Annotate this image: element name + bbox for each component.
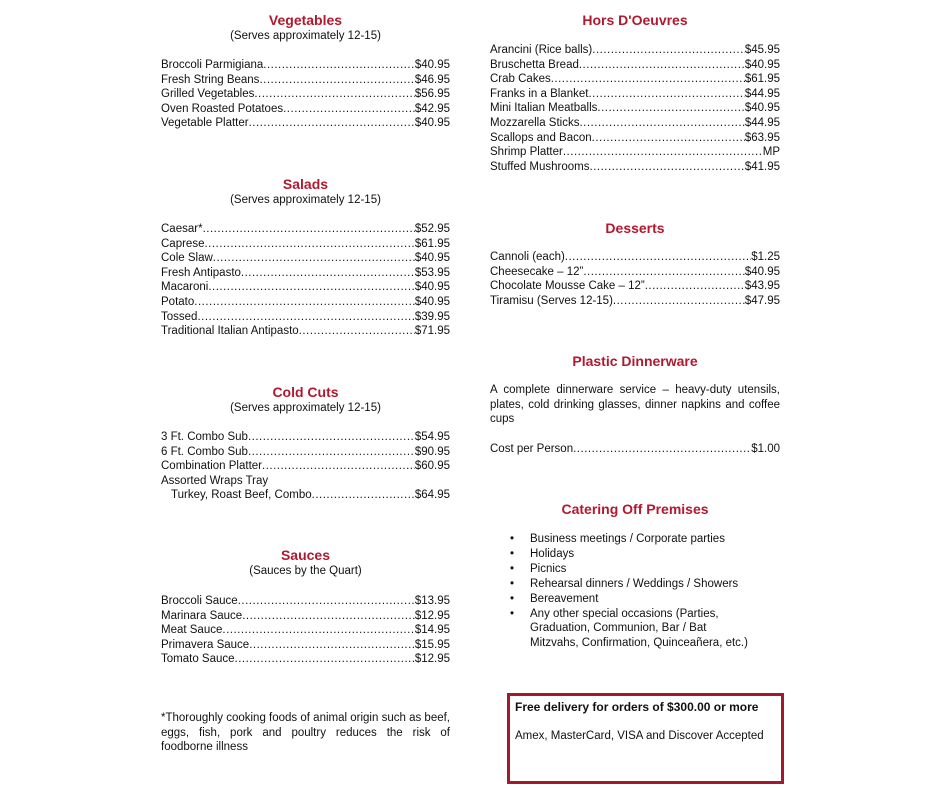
salads-heading: Salads [282, 176, 329, 192]
hors-doeuvres-heading: Hors D'Oeuvres [582, 12, 688, 28]
menu-item: Scallops and Bacon ..... $63.95 [490, 131, 780, 146]
sauces-subtitle: (Sauces by the Quart) [249, 565, 362, 577]
menu-item: Marinara Sauce ..... $12.95 [161, 609, 450, 624]
delivery-box [507, 693, 784, 784]
menu-item: Tomato Sauce ..... $12.95 [161, 652, 450, 667]
cold-cuts-subtitle: (Serves approximately 12-15) [230, 402, 381, 414]
menu-item: Tiramisu (Serves 12-15) ..... $47.95 [490, 294, 780, 309]
catering-list [490, 532, 780, 651]
vegetables-list [161, 58, 450, 131]
menu-item: Arancini (Rice balls) ..... $45.95 [490, 43, 780, 58]
menu-item: Crab Cakes ..... $61.95 [490, 72, 780, 87]
wraps-label: Assorted Wraps Tray [161, 474, 269, 487]
menu-item: Fresh Antipasto ..... $53.95 [161, 266, 450, 281]
menu-item: Mozzarella Sticks ..... $44.95 [490, 116, 780, 131]
menu-item: Shrimp Platter ..... MP [490, 145, 780, 160]
right-column [490, 0, 780, 788]
menu-item: Traditional Italian Antipasto ..... $71.95 [161, 324, 450, 339]
menu-item: Turkey, Roast Beef, Combo ..... $64.95 [161, 488, 450, 503]
cold-cuts-list [161, 430, 450, 503]
desserts-heading: Desserts [605, 220, 665, 236]
list-item: • Picnics [490, 562, 780, 577]
menu-item: Combination Platter ..... $60.95 [161, 459, 450, 474]
menu-item: Fresh String Beans ..... $46.95 [161, 73, 450, 88]
sauces-list [161, 594, 450, 667]
menu-item: Caprese ..... $61.95 [161, 237, 450, 252]
menu-item: Oven Roasted Potatoes ..... $42.95 [161, 102, 450, 117]
vegetables-subtitle: (Serves approximately 12-15) [230, 30, 381, 42]
menu-item: Cannoli (each) ..... $1.25 [490, 250, 780, 265]
menu-item: 6 Ft. Combo Sub ..... $90.95 [161, 445, 450, 460]
dinnerware-cost [490, 442, 780, 457]
sauces-heading: Sauces [280, 547, 331, 563]
menu-item: Caesar* ..... $52.95 [161, 222, 450, 237]
menu-item: Cheesecake – 12” ..... $40.95 [490, 265, 780, 280]
menu-item: Primavera Sauce ..... $15.95 [161, 638, 450, 653]
menu-item: Chocolate Mousse Cake – 12” ..... $43.95 [490, 279, 780, 294]
list-item: • Holidays [490, 547, 780, 562]
list-item: • Any other special occasions (Parties, Graduation, Communion, Bar / Bat Mitzvahs, Confirmation, Quinceañera, etc.) [490, 607, 780, 652]
desserts-list [490, 250, 780, 308]
catering-heading: Catering Off Premises [561, 501, 709, 517]
menu-item: Macaroni ..... $40.95 [161, 280, 450, 295]
list-item: • Rehearsal dinners / Weddings / Showers [490, 577, 780, 592]
menu-item: Grilled Vegetables ..... $56.95 [161, 87, 450, 102]
dinnerware-heading: Plastic Dinnerware [572, 353, 698, 369]
menu-item: Cost per Person ..... $1.00 [490, 442, 780, 457]
menu-item: Meat Sauce ..... $14.95 [161, 623, 450, 638]
menu-item: Stuffed Mushrooms ..... $41.95 [490, 160, 780, 175]
menu-item: Bruschetta Bread ..... $40.95 [490, 58, 780, 73]
salads-subtitle: (Serves approximately 12-15) [230, 194, 381, 206]
left-column [161, 0, 450, 788]
menu-item: Tossed ..... $39.95 [161, 310, 450, 325]
list-item: • Business meetings / Corporate parties [490, 532, 780, 547]
menu-item: Broccoli Sauce ..... $13.95 [161, 594, 450, 609]
menu-item: Potato ..... $40.95 [161, 295, 450, 310]
food-safety-footnote: *Thoroughly cooking foods of animal origin such as beef, eggs, fish, pork and poultry reduces the risk of foodborne illness [161, 712, 450, 754]
delivery-headline: Free delivery for orders of $300.00 or more [515, 700, 759, 714]
list-item: • Bereavement [490, 592, 780, 607]
menu-item: Mini Italian Meatballs ..... $40.95 [490, 101, 780, 116]
cold-cuts-heading: Cold Cuts [272, 384, 339, 400]
salads-list [161, 222, 450, 339]
menu-item: 3 Ft. Combo Sub ..... $54.95 [161, 430, 450, 445]
menu-item: Franks in a Blanket ..... $44.95 [490, 87, 780, 102]
menu-item: Broccoli Parmigiana ..... $40.95 [161, 58, 450, 73]
menu-item: Cole Slaw ..... $40.95 [161, 251, 450, 266]
menu-item: Vegetable Platter ..... $40.95 [161, 116, 450, 131]
vegetables-heading: Vegetables [268, 12, 343, 28]
hors-doeuvres-list [490, 43, 780, 174]
payment-methods: Amex, MasterCard, VISA and Discover Accepted [515, 730, 764, 742]
dinnerware-description: A complete dinnerware service – heavy-duty utensils, plates, cold drinking glasses, dinner napkins and coffee cups [490, 384, 780, 426]
